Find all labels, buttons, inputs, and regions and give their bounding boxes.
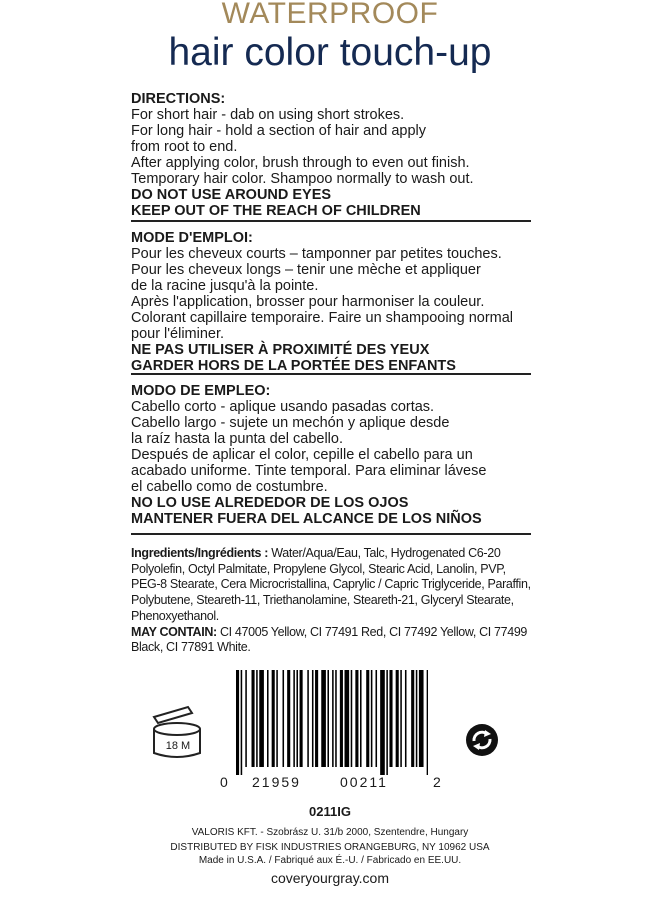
barcode-bar bbox=[345, 670, 350, 767]
warning-line: KEEP OUT OF THE REACH OF CHILDREN bbox=[131, 203, 421, 219]
divider bbox=[131, 220, 531, 222]
barcode-bar bbox=[340, 670, 343, 767]
title-hair-color-touch-up: hair color touch-up bbox=[168, 31, 492, 74]
ingredients-line: PEG-8 Stearate, Cera Microcristallina, Caprylic / Capric Triglyceride, Paraffin, bbox=[131, 577, 531, 592]
direction-line: pour l'éliminer. bbox=[131, 326, 225, 342]
direction-line: Después de aplicar el color, cepille el cabello para un bbox=[131, 447, 473, 463]
barcode-bar bbox=[256, 670, 258, 767]
directions-heading: DIRECTIONS: bbox=[131, 91, 226, 107]
barcode-bar bbox=[396, 670, 399, 767]
barcode-bar bbox=[380, 670, 385, 775]
barcode-bar bbox=[293, 670, 295, 767]
warning-line: NE PAS UTILISER À PROXIMITÉ DES YEUX bbox=[131, 342, 430, 358]
barcode-digit-left: 0 bbox=[220, 774, 230, 790]
barcode-bar bbox=[267, 670, 269, 767]
directions-heading: MODO DE EMPLEO: bbox=[131, 383, 271, 399]
barcode-bar bbox=[252, 670, 255, 767]
barcode-bar bbox=[371, 670, 373, 767]
barcode-bar bbox=[307, 670, 309, 767]
warning-line: DO NOT USE AROUND EYES bbox=[131, 187, 332, 203]
barcode-bar bbox=[241, 670, 243, 775]
barcode-bar bbox=[351, 670, 353, 767]
barcode-bar bbox=[386, 670, 388, 775]
direction-line: el cabello como de costumbre. bbox=[131, 479, 328, 495]
footer-origin: Made in U.S.A. / Fabriqué aux É.-U. / Fabricado en EE.UU. bbox=[198, 855, 462, 866]
product-code: 0211IG bbox=[309, 804, 351, 819]
direction-line: Pour les cheveux longs – tenir une mèche et appliquer bbox=[131, 262, 481, 278]
may-contain-text: CI 47005 Yellow, CI 77491 Red, CI 77492 Yellow, CI 77499 bbox=[216, 624, 528, 639]
barcode-group-right: 00211 bbox=[340, 774, 388, 790]
barcode-bar bbox=[245, 670, 247, 767]
barcode-bar bbox=[315, 670, 318, 767]
ingredients-line: Polyolefin, Octyl Palmitate, Propylene Glycol, Stearic Acid, Lanolin, PVP, bbox=[131, 561, 506, 576]
barcode-bar bbox=[272, 670, 275, 767]
may-contain-line: Black, CI 77891 White. bbox=[131, 640, 251, 655]
barcode-digit-right: 2 bbox=[433, 774, 443, 790]
warning-line: GARDER HORS DE LA PORTÉE DES ENFANTS bbox=[131, 358, 456, 374]
barcode-bar bbox=[283, 670, 285, 767]
barcode-bar bbox=[312, 670, 314, 767]
barcode-bar bbox=[400, 670, 402, 767]
barcode-bar bbox=[366, 670, 369, 767]
pao-label: 18 M bbox=[165, 740, 191, 752]
direction-line: Cabello corto - aplique usando pasadas cortas. bbox=[131, 399, 435, 415]
barcode-bar bbox=[419, 670, 424, 767]
barcode-bar bbox=[335, 670, 337, 767]
warning-line: NO LO USE ALREDEDOR DE LOS OJOS bbox=[131, 495, 409, 511]
directions-english bbox=[131, 91, 531, 219]
barcode-bar bbox=[411, 670, 414, 767]
direction-line: For short hair - dab on using short strokes. bbox=[131, 107, 405, 123]
ingredients-block bbox=[131, 546, 531, 656]
barcode-bar bbox=[287, 670, 290, 767]
may-contain-label: MAY CONTAIN: bbox=[131, 624, 217, 639]
barcode-bar bbox=[427, 670, 428, 775]
barcode-bar bbox=[259, 670, 264, 767]
barcode-bar bbox=[296, 670, 298, 767]
direction-line: After applying color, brush through to even out finish. bbox=[131, 155, 470, 171]
barcode-bar bbox=[321, 670, 326, 767]
barcode-bar bbox=[389, 670, 392, 767]
barcode-bar bbox=[355, 670, 358, 767]
directions-spanish bbox=[131, 383, 531, 527]
barcode-bar bbox=[236, 670, 239, 775]
barcode-bar bbox=[332, 670, 334, 767]
barcode bbox=[236, 670, 428, 775]
directions-french bbox=[131, 230, 531, 374]
title-waterproof: WATERPROOF bbox=[221, 0, 439, 30]
barcode-group-left: 21959 bbox=[252, 774, 301, 790]
barcode-bar bbox=[376, 670, 378, 767]
ingredients-line: Phenoxyethanol. bbox=[131, 608, 219, 623]
direction-line: Après l'application, brosser pour harmoniser la couleur. bbox=[131, 294, 485, 310]
direction-line: Pour les cheveux courts – tamponner par petites touches. bbox=[131, 246, 502, 262]
recycle-icon bbox=[465, 723, 499, 757]
footer-url: coveryourgray.com bbox=[270, 870, 389, 886]
ingredients-label: Ingredients/Ingrédients : bbox=[131, 546, 269, 560]
ingredients-text: Water/Aqua/Eau, Talc, Hydrogenated C6-20 bbox=[268, 546, 501, 560]
footer-address: VALORIS KFT. - Szobrász U. 31/b 2000, Szentendre, Hungary bbox=[191, 827, 469, 838]
divider bbox=[131, 533, 531, 535]
ingredients-line: Polybutene, Steareth-11, Triethanolamine, Steareth-21, Glyceryl Stearate, bbox=[131, 593, 514, 608]
barcode-bar bbox=[416, 670, 418, 767]
warning-line: MANTENER FUERA DEL ALCANCE DE LOS NIÑOS bbox=[131, 511, 482, 527]
barcode-bar bbox=[327, 670, 329, 767]
direction-line: Temporary hair color. Shampoo normally to wash out. bbox=[131, 171, 474, 187]
direction-line: de la racine jusqu'à la pointe. bbox=[131, 278, 319, 294]
direction-line: acabado uniforme. Tinte temporal. Para eliminar lávese bbox=[131, 463, 487, 479]
footer-distributor: DISTRIBUTED BY FISK INDUSTRIES ORANGEBURG, NY 10962 USA bbox=[170, 842, 490, 853]
pao-jar-icon bbox=[148, 705, 208, 765]
divider bbox=[131, 373, 531, 375]
barcode-bar bbox=[276, 670, 278, 767]
direction-line: Cabello largo - sujete un mechón y aplique desde bbox=[131, 415, 450, 431]
direction-line: la raíz hasta la punta del cabello. bbox=[131, 431, 343, 447]
direction-line: from root to end. bbox=[131, 139, 238, 155]
directions-heading: MODE D'EMPLOI: bbox=[131, 230, 253, 246]
barcode-bar bbox=[360, 670, 362, 767]
direction-line: For long hair - hold a section of hair and apply bbox=[131, 123, 427, 139]
barcode-bar bbox=[300, 670, 303, 767]
barcode-bar bbox=[405, 670, 407, 767]
direction-line: Colorant capillaire temporaire. Faire un shampooing normal bbox=[131, 310, 514, 326]
